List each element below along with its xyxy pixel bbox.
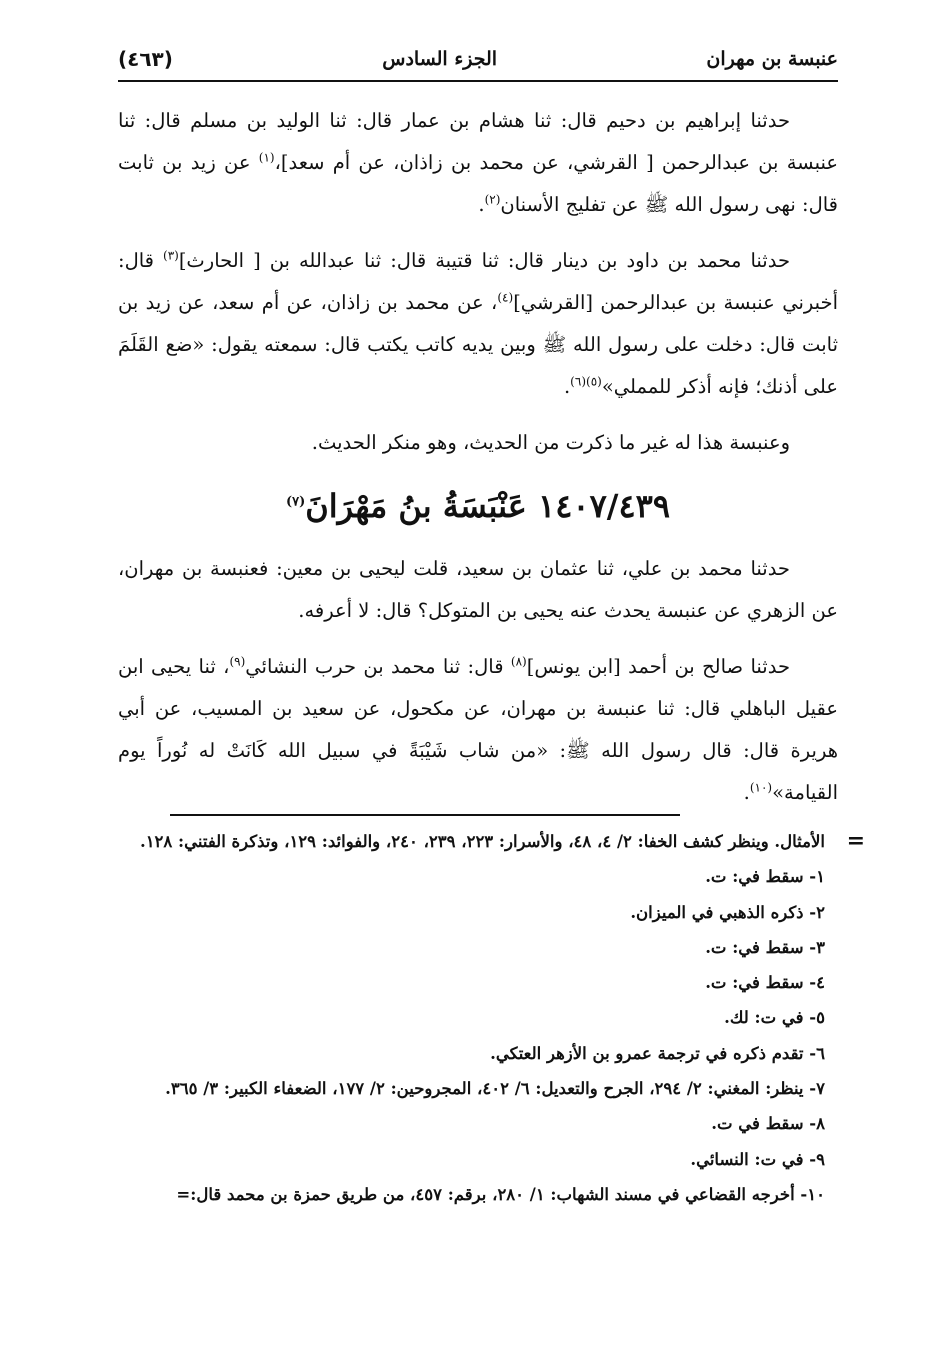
footnote-ref-3: (٣) [163, 248, 179, 263]
footnote-7: ٧- ينظر: المغني: ٢/ ٢٩٤، الجرح والتعديل: ٦/ ٤٠٢، المجروحين: ٢/ ١٧٧، الضعفاء الكبير: ٣/ ٣٦٥. [165, 1079, 825, 1099]
footnote-ref-4: (٤) [497, 290, 514, 305]
entry-title: ١٤٠٧/٤٣٩ عَنْبَسَةُ بنُ مَهْرَانَ$^{(٧)}$ [285, 487, 671, 525]
footnote-4: ٤- سقط في: ت. [705, 973, 825, 993]
header-volume-title: الجزء السادس [382, 48, 498, 70]
footnote-ref-10: (١٠) [749, 780, 773, 795]
footnote-ref-5-6: (٥)(٦) [570, 374, 602, 389]
footnote-ref-8: (٨) [510, 654, 527, 669]
paragraph-4: حدثنا محمد بن علي، ثنا عثمان بن سعيد، قلت ليحيى بن معين: فعنبسة بن مهران، عن الزهري عن عنبسة يحدث عنه يحيى بن المتوكل؟ قال: لا أعرفه. [118, 557, 838, 622]
footnotes [70, 824, 865, 1212]
footnote-5: ٥- في ت: لك. [724, 1008, 825, 1028]
main-text [118, 100, 838, 828]
header-entry-title: عنبسة بن مهران [706, 48, 838, 70]
paragraph-5: حدثنا صالح بن أحمد [ابن يونس]$^{(٨)}$ قال: ثنا محمد بن حرب النشائي$^{(٩)}$، ثنا يحيى ابن عقيل الباهلي قال: ثنا عنبسة بن مهران، عن مكحول، عن سعيد بن المسيب، عن أبي هريرة قال: قال رسول الله ﷺ: «من شاب شَيْبَةً في سبيل الله كَانَتْ له نُوراً يوم القيامة»$^{(١٠)}$. [118, 654, 838, 804]
footnote-3: ٣- سقط في: ت. [705, 937, 825, 957]
footnote-10: ١٠- أخرجه القضاعي في مسند الشهاب: ١/ ٢٨٠، برقم: ٤٥٧، من طريق حمزة بن محمد قال:= [176, 1184, 825, 1204]
paragraph-3: وعنبسة هذا له غير ما ذكرت من الحديث، وهو منكر الحديث. [311, 431, 790, 454]
footnote-continuation: = الأمثال. وينظر كشف الخفا: ٢/ ٤، ٤٨، والأسرار: ٢٢٣، ٢٣٩، ٢٤٠، والفوائد: ١٢٩، وتذكرة الفتني: ١٢٨. [70, 824, 865, 859]
header-rule [118, 80, 838, 82]
footnote-9: ٩- في ت: النسائي. [690, 1149, 825, 1169]
footnote-ref-7: (٧) [285, 494, 306, 510]
paragraph-2: حدثنا محمد بن داود بن دينار قال: ثنا قتيبة قال: ثنا عبدالله بن [ الحارث]$^{(٣)}$ قال: أخبرني عنبسة بن عبدالرحمن [القرشي]$^{(٤)}$، عن محمد بن زاذان، عن أم سعد، عن زيد بن ثابت قال: دخلت على رسول الله ﷺ وبين يديه كاتب يكتب قال: سمعته يقول: «ضع القَلَمَ على أذنك؛ فإنه أذكر للمملي»$^{(٥)(٦)}$. [118, 248, 838, 398]
footnote-8: ٨- سقط في ت. [711, 1114, 825, 1134]
running-header [118, 38, 838, 80]
footnote-ref-9: (٩) [229, 654, 246, 669]
paragraph-1: حدثنا إبراهيم بن دحيم قال: ثنا هشام بن عمار قال: ثنا الوليد بن مسلم قال: ثنا عنبسة بن عبدالرحمن [ القرشي، عن محمد بن زاذان، عن أم سعد]،$^{(١)}$ عن زيد بن ثابت قال: نهى رسول الله ﷺ عن تفليج الأسنان$^{(٢)}$. [118, 109, 838, 216]
footnote-rule [170, 814, 680, 816]
footnote-2: ٢- ذكره الذهبي في الميزان. [630, 902, 825, 922]
footnote-ref-2: (٢) [484, 192, 501, 207]
continuation-mark: = [846, 828, 865, 854]
footnote-6: ٦- تقدم ذكره في ترجمة عمرو بن الأزهر العتكي. [490, 1043, 825, 1063]
page-number: (٤٦٣) [118, 47, 173, 71]
footnote-ref-1: (١) [258, 150, 275, 165]
footnote-1: ١- سقط في: ت. [705, 867, 825, 887]
